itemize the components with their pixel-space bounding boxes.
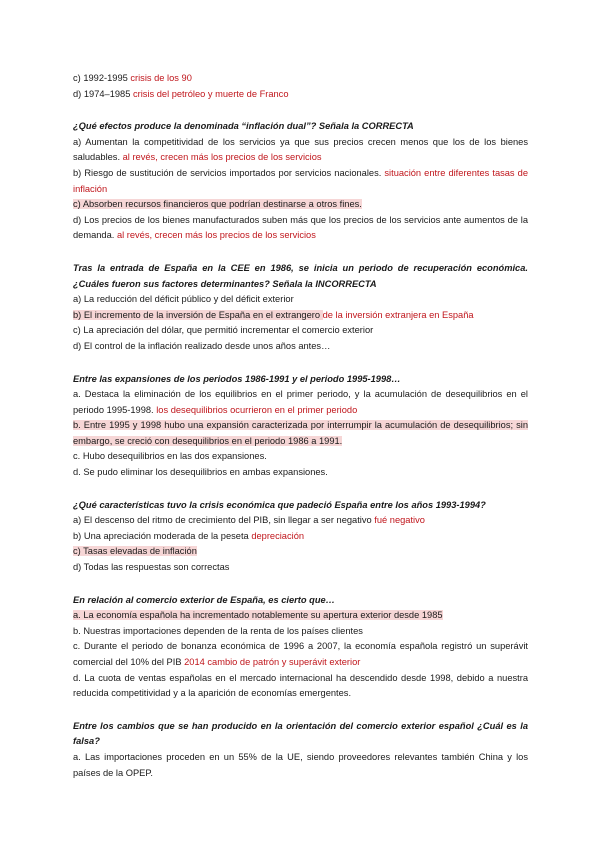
answer-annotation: fué negativo [374,515,425,526]
question-5: En relación al comercio exterior de España, es cierto que… [73,594,335,605]
q4-option-d: d) Todas las respuestas son correctas [73,562,230,573]
answer-annotation: al revés, crecen más los precios de los servicios [122,152,322,163]
highlighted-answer: c) Tasas elevadas de inflación [73,546,197,557]
q5-option-a [73,608,528,624]
question-6: Entre los cambios que se han producido en la orientación del comercio exterior español ¿Cuál es la falsa? [73,720,528,747]
q1-option-b [73,166,528,197]
q1-option-c [73,197,528,213]
answer-annotation: depreciación [251,530,305,541]
q4-option-a [73,513,528,529]
question-1: ¿Qué efectos produce la denominada “inflación dual”? Señala la CORRECTA [73,121,414,132]
q3-option-a [73,387,528,418]
option-text: a) El descenso del ritmo de crecimiento del PIB, sin llegar a ser negativo [73,515,375,526]
q3-option-b [73,418,528,449]
option-text: a) Aumentan la competitividad de los servicios ya que sus precios crecen menos que los de los bienes saludables. [73,136,528,163]
option-text: d) 1974–1985 [73,88,133,99]
answer-annotation: situación entre diferentes tasas de inflación [73,167,528,194]
q5-option-d: d. La cuota de ventas españolas en el mercado internacional ha descendido desde 1998, debido a nuestra reducida competitividad y a la aparición de economías emergentes. [73,672,528,699]
answer-annotation: al revés, crecen más los precios de los servicios [116,230,316,241]
q3-option-d: d. Se pudo eliminar los desequilibrios en ambas expansiones. [73,467,328,478]
highlighted-answer: b) El incremento de la inversión de España en el extrangero [73,309,323,320]
answer-annotation: crisis del petróleo y muerte de Franco [132,88,289,99]
q2-option-b [73,308,528,324]
highlighted-answer: c) Absorben recursos financieros que podrían destinarse a otros fines. [73,199,362,210]
answer-annotation: crisis de los 90 [130,73,192,83]
option-text: b) Riesgo de sustitución de servicios importados por servicios nacionales. [73,167,385,178]
option-text: d) Los precios de los bienes manufacturados suben más que los precios de los servicios ante aumentos de la demanda. [73,214,528,241]
option-text: c) 1992-1995 [73,73,131,83]
q3-option-c: c. Hubo desequilibrios en las dos expansiones. [73,451,267,462]
option-c-top [73,71,528,87]
option-d-top [73,87,528,103]
q2-option-d: d) El control de la inflación realizado desde unos años antes… [73,340,331,351]
q5-option-b: b. Nuestras importaciones dependen de la renta de los países clientes [73,625,363,636]
highlighted-answer: b. Entre 1995 y 1998 hubo una expansión caracterizada por interrumpir la acumulación de desequilibrios; sin embargo, se creció con desequilibrios en el periodo 1986 a 1991. [73,420,528,446]
option-text: b) Una apreciación moderada de la peseta [73,530,252,541]
q1-option-d [73,213,528,244]
highlighted-answer: a. La economía española ha incrementado notablemente su apertura exterior desde 1985 [73,610,443,621]
document-page [73,71,528,781]
answer-annotation: 2014 cambio de patrón y superávit exterior [184,657,361,667]
question-2: Tras la entrada de España en la CEE en 1986, se inicia un periodo de recuperación económica. ¿Cuáles fueron sus factores determinantes? Señala la INCORRECTA [73,262,528,289]
q4-option-c [73,544,528,560]
q6-option-a: a. Las importaciones proceden en un 55% de la UE, siendo proveedores relevantes también China y los países de la OPEP. [73,751,528,778]
question-3: Entre las expansiones de los periodos 1986-1991 y el periodo 1995-1998… [73,373,401,384]
q1-option-a [73,135,528,166]
option-text: a. Destaca la eliminación de los equilibrios en el primer periodo, y la acumulación de desequilibrios en el periodo 1995-1998. [73,389,528,415]
q5-option-c [73,639,528,670]
option-text: c. Durante el periodo de bonanza económica de 1996 a 2007, la economía española registró un superávit comercial del 10% del PIB [73,641,528,667]
question-4: ¿Qué características tuvo la crisis económica que padeció España entre los años 1993-1994? [73,499,486,510]
q2-option-c: c) La apreciación del dólar, que permitió incrementar el comercio exterior [73,325,374,336]
q4-option-b [73,529,528,545]
q2-option-a: a) La reducción del déficit público y del déficit exterior [73,294,294,305]
answer-annotation: los desequilibrios ocurrieron en el primer periodo [156,404,358,415]
answer-annotation: de la inversión extranjera en España [322,309,474,320]
